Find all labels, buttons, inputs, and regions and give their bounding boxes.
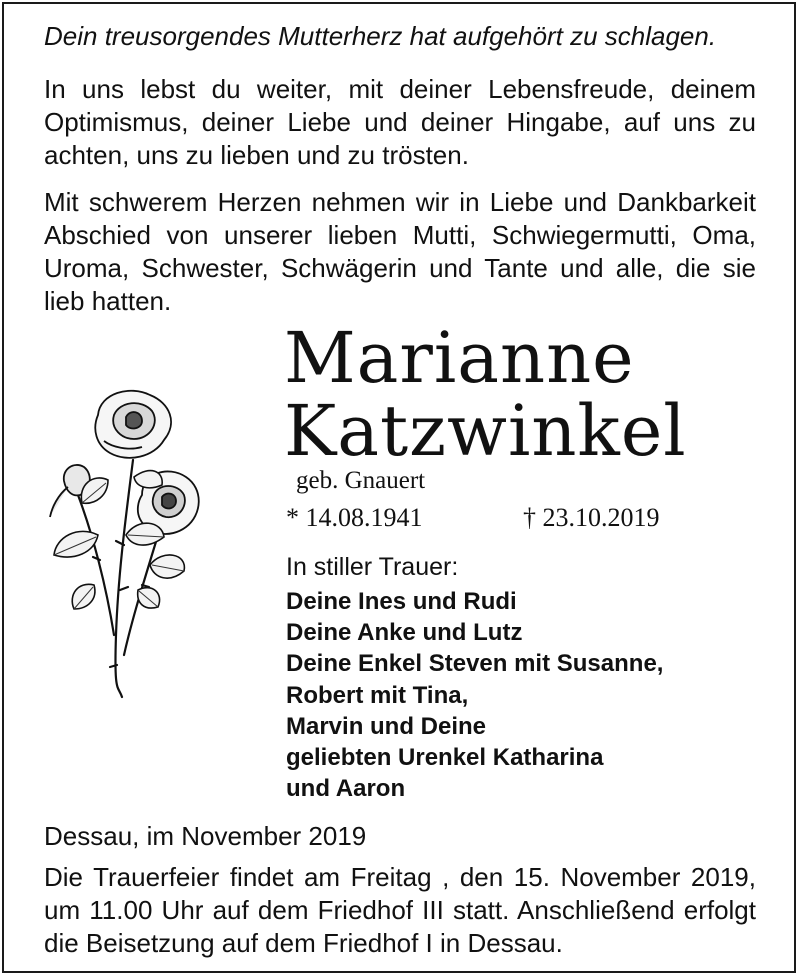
mourner-line: Deine Anke und Lutz — [286, 619, 523, 647]
mourners-list — [286, 586, 663, 804]
motto: Dein treusorgendes Mutterherz hat aufgehört zu schlagen. — [44, 21, 717, 51]
rose-icon — [38, 385, 208, 700]
farewell-paragraph: Mit schwerem Herzen nehmen wir in Liebe und Dankbarkeit Abschied von unserer lieben Mutti, Schwiegermutti, Oma, Uroma, Schwester, Schwägerin und Tante und alle, die sie lieb hatten. — [44, 187, 756, 316]
first-name: Marianne — [284, 317, 635, 399]
place-date: Dessau, im November 2019 — [44, 821, 367, 851]
intro-paragraph: In uns lebst du weiter, mit deiner Lebensfreude, deinem Optimismus, deiner Liebe und deiner Hingabe, auf uns zu achten, uns zu lieben und zu trösten. — [44, 74, 756, 170]
mourner-line: und Aaron — [286, 775, 406, 803]
mourning-intro: In stiller Trauer: — [286, 553, 459, 581]
mourner-line: Deine Enkel Steven mit Susanne, — [286, 650, 664, 678]
birth-date: * 14.08.1941 — [286, 503, 423, 532]
mourner-line: Robert mit Tina, — [286, 681, 469, 709]
funeral-details: Die Trauerfeier findet am Freitag , den 15. November 2019, um 11.00 Uhr auf dem Friedhof III statt. Anschließend erfolgt die Beisetzung auf dem Friedhof I in Dessau. — [44, 862, 756, 958]
birth-name: geb. Gnauert — [296, 467, 426, 494]
mourner-line: geliebten Urenkel Katharina — [286, 744, 604, 772]
mourner-line: Marvin und Deine — [286, 712, 487, 740]
last-name: Katzwinkel — [284, 390, 687, 472]
mourner-line: Deine Ines und Rudi — [286, 588, 517, 615]
death-date: † 23.10.2019 — [523, 503, 660, 532]
